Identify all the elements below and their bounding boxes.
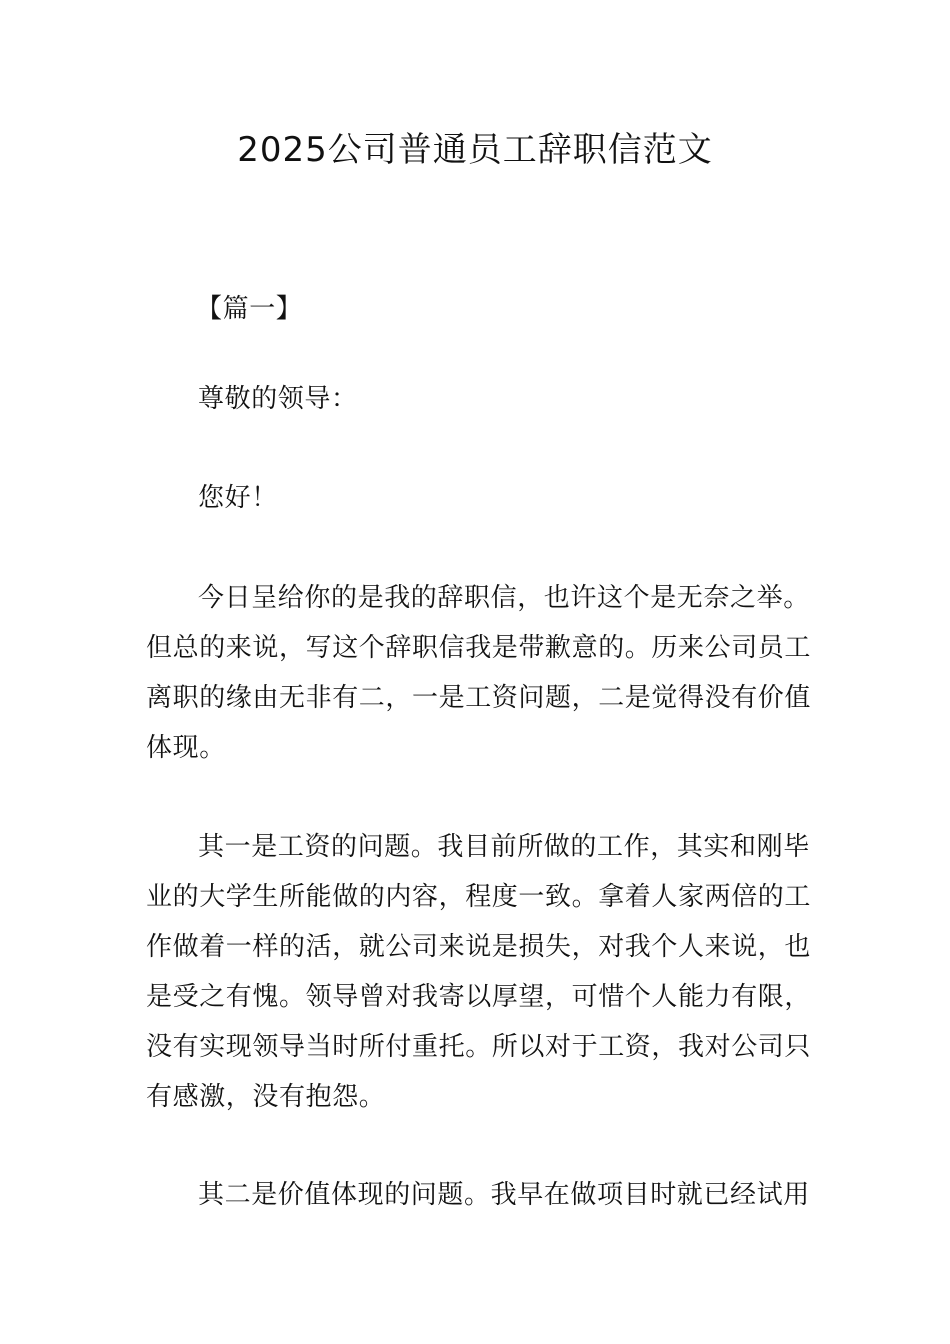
section-label-text: 【篇一】 bbox=[196, 294, 303, 324]
document-title: 2025公司普通员工辞职信范文 bbox=[237, 130, 713, 170]
paragraph-line: 体现。 bbox=[146, 733, 226, 763]
paragraph-3 bbox=[146, 1170, 808, 1220]
salutation-text: 尊敬的领导： bbox=[198, 384, 358, 414]
paragraph-line: 其一是工资的问题。我目前所做的工作，其实和刚毕 bbox=[198, 832, 810, 862]
paragraph-line: 今日呈给你的是我的辞职信，也许这个是无奈之举。 bbox=[198, 583, 810, 613]
paragraph-2 bbox=[146, 822, 812, 1122]
paragraph-1 bbox=[146, 573, 812, 773]
section-label bbox=[146, 284, 808, 334]
paragraph-line: 其二是价值体现的问题。我早在做项目时就已经试用 bbox=[198, 1180, 810, 1210]
paragraph-line: 作做着一样的活，就公司来说是损失，对我个人来说，也 bbox=[146, 932, 812, 962]
greeting bbox=[146, 473, 808, 523]
greeting-text: 您好！ bbox=[198, 483, 278, 513]
paragraph-line: 但总的来说，写这个辞职信我是带歉意的。历来公司员工 bbox=[146, 633, 812, 663]
paragraph-line: 业的大学生所能做的内容，程度一致。拿着人家两倍的工 bbox=[146, 882, 812, 912]
salutation bbox=[146, 374, 808, 424]
paragraph-line: 没有实现领导当时所付重托。所以对于工资，我对公司只 bbox=[146, 1032, 812, 1062]
paragraph-line: 是受之有愧。领导曾对我寄以厚望，可惜个人能力有限， bbox=[146, 982, 812, 1012]
paragraph-line: 有感激，没有抱怨。 bbox=[146, 1082, 386, 1112]
paragraph-line: 离职的缘由无非有二，一是工资问题，二是觉得没有价值 bbox=[146, 683, 812, 713]
